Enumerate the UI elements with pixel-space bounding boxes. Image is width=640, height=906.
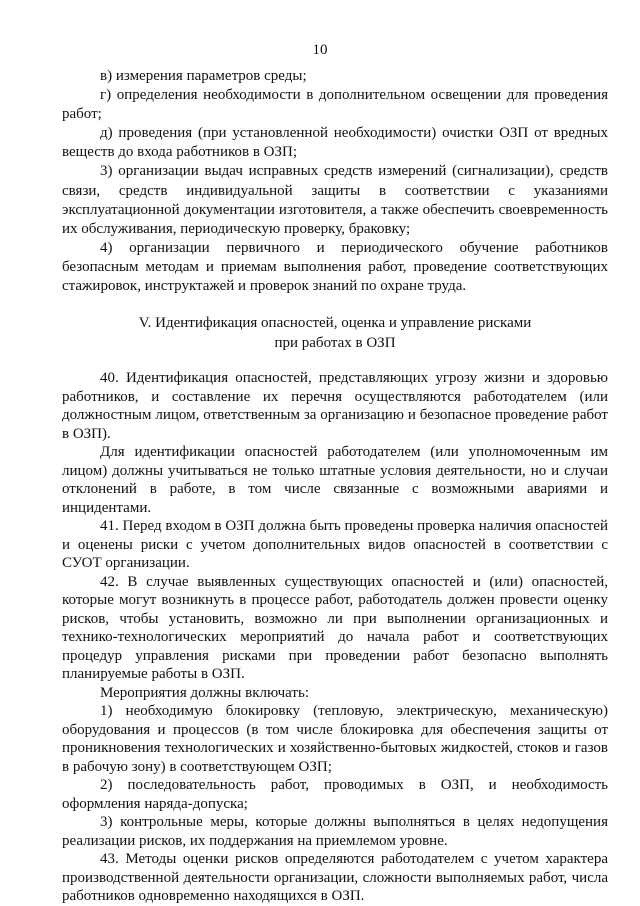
section-heading — [62, 313, 608, 353]
document-body — [62, 67, 608, 906]
paragraph: Для идентификации опасностей работодателем (или уполномоченным им лицом) должны учитываться не только штатные условия деятельности, но и случаи отклонений в работе, в том числе связанные с возможными авариями и инцидентами. — [62, 444, 608, 516]
paragraph: 1) необходимую блокировку (тепловую, электрическую, механическую) оборудования и процессов (в том числе блокировка для обеспечения защиты от проникновения технологических и хозяйственно-бытовых жидкостей, стоков и газов в рабочую зону) в соответствующем ОЗП; — [62, 703, 608, 775]
paragraph: 4) организации первичного и периодического обучение работников безопасным методам и приемам выполнения работ, проведение соответствующих стажировок, инструктажей и проверок знаний по охране труда. — [62, 239, 608, 295]
page-number: 10 — [312, 42, 328, 58]
paragraph: 40. Идентификация опасностей, представляющих угрозу жизни и здоровью работников, и составление их перечня осуществляются работодателем (или должностным лицом, ответственным за организацию и безопасное проведение работ в ОЗП). — [62, 370, 608, 442]
paragraph: Мероприятия должны включать: — [100, 684, 309, 701]
paragraph: г) определения необходимости в дополнительном освещении для проведения работ; — [62, 87, 608, 123]
paragraph: 43. Методы оценки рисков определяются работодателем с учетом характера производственной деятельности организации, сложности выполняемых работ, числа работников одновременно находящихся в ОЗП. — [62, 851, 608, 905]
section-heading-line-2: при работах в ОЗП — [274, 335, 396, 352]
section-heading-line-1: V. Идентификация опасностей, оценка и управление рисками — [138, 315, 532, 332]
paragraph: 3) организации выдач исправных средств измерений (сигнализации), средств связи, средств индивидуальной защиты в соответствии с указаниями эксплуатационной документации изготовителя, а также обеспечить своевременность их обслуживания, периодическую проверку, браковку; — [62, 163, 608, 237]
paragraph: д) проведения (при установленной необходимости) очистки ОЗП от вредных веществ до входа работников в ОЗП; — [62, 125, 608, 161]
paragraph: 41. Перед входом в ОЗП должна быть проведены проверка наличия опасностей и оценены риски с учетом дополнительных видов опасностей в соответствии с СУОТ организации. — [62, 518, 608, 572]
paragraph: 42. В случае выявленных существующих опасностей и (или) опасностей, которые могут возникнуть в процессе работ, работодатель должен провести оценку рисков, чтобы установить, возможно ли при выполнении организационных и технико-технологических мероприятий до начала работ и соответствующих процедур управления рисками при проведении работ безопасно выполнять планируемые работы в ОЗП. — [62, 573, 608, 683]
paragraph: в) измерения параметров среды; — [100, 68, 307, 84]
paragraph: 3) контрольные меры, которые должны выполняться в целях недопущения реализации рисков, их поддержания на приемлемом уровне. — [62, 814, 608, 849]
paragraph: 2) последовательность работ, проводимых в ОЗП, и необходимость оформления наряда-допуска; — [62, 777, 608, 812]
